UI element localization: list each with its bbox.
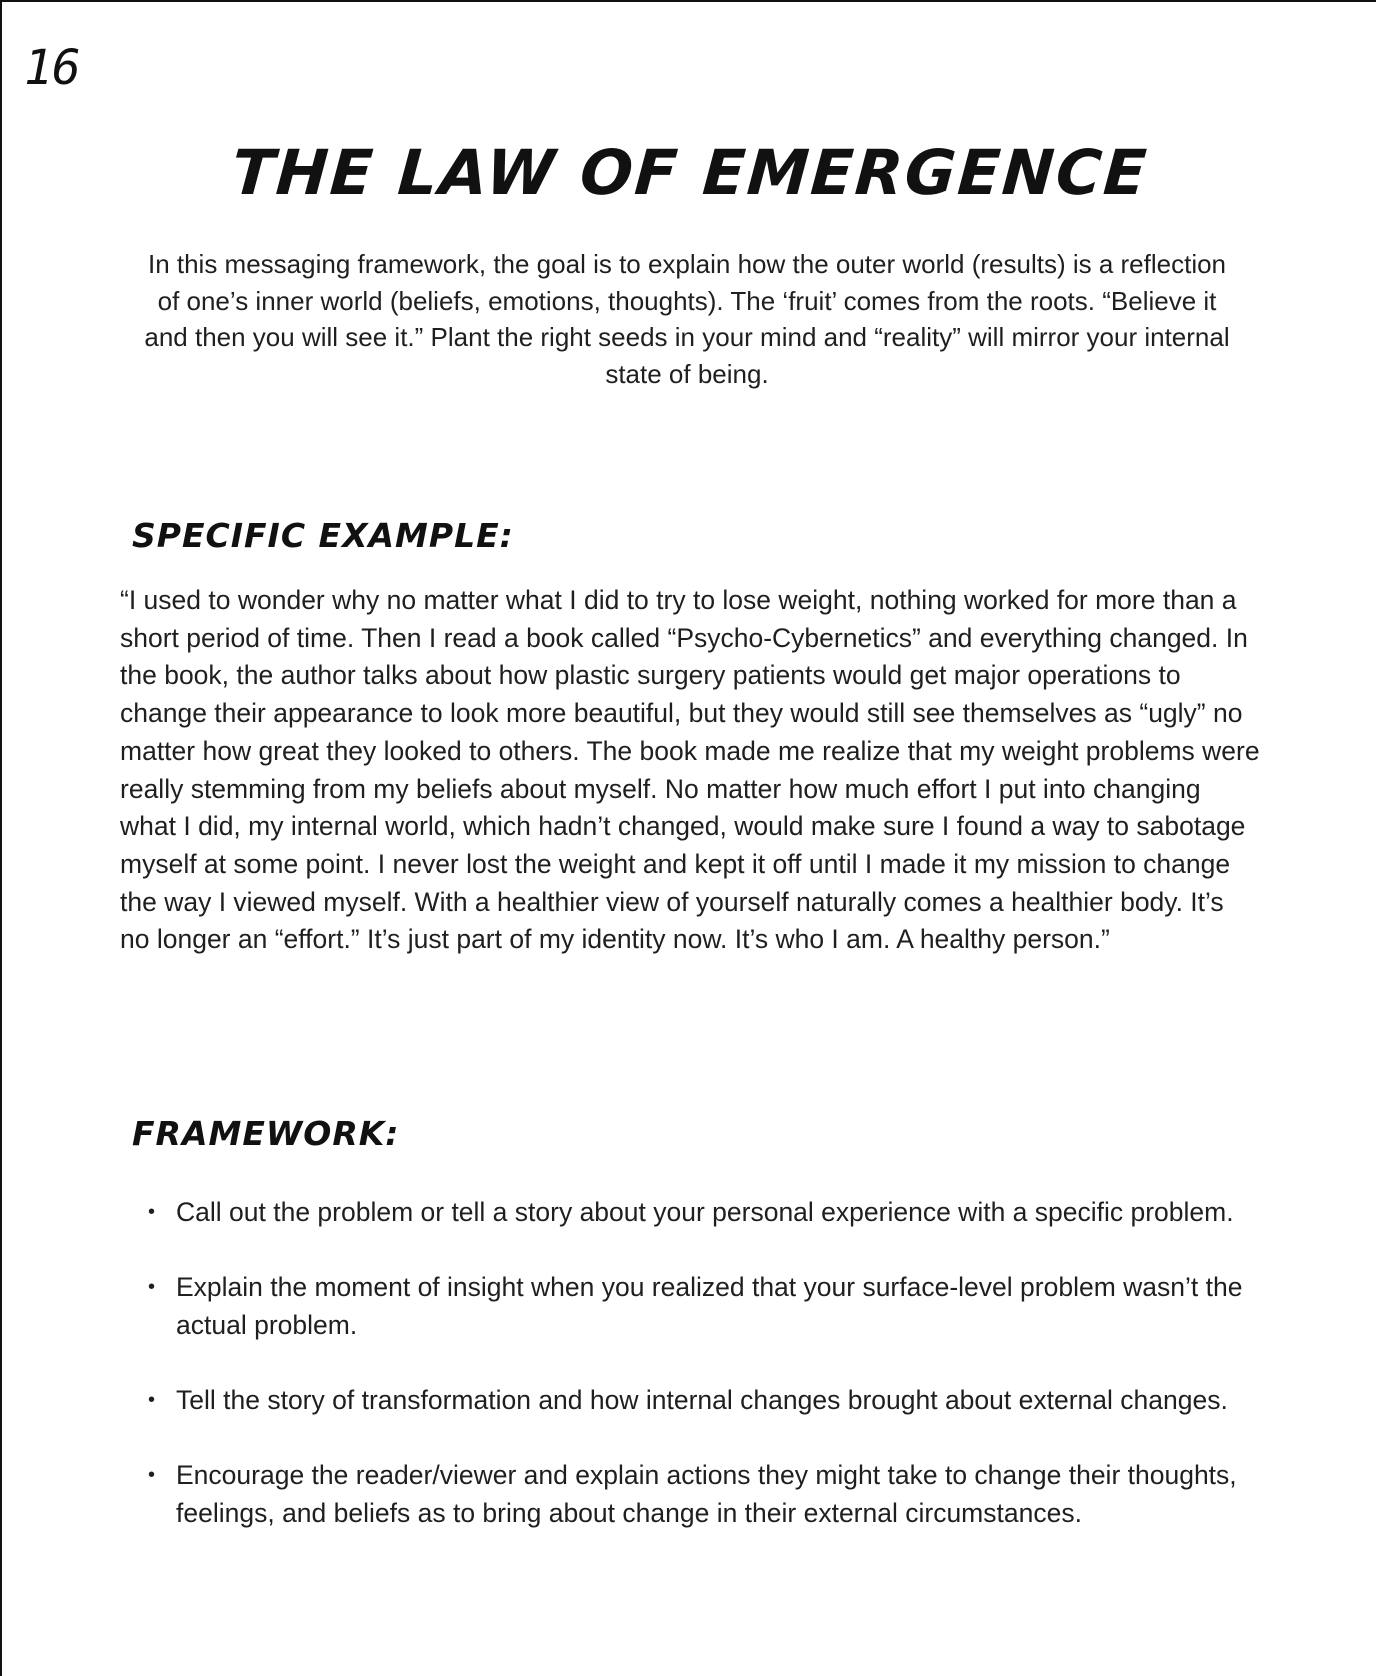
specific-example-text: “I used to wonder why no matter what I did to try to lose weight, nothing worked for more than a short period of time. Then I read a book called “Psycho-Cybernetics” and everything changed. In the book, the author talks about how plastic surgery patients would get major operations to change their appearance to look more beautiful, but they would still see themselves as “ugly” no matter how great they looked to others. The book made me realize that my weight problems were really stemming from my beliefs about myself. No matter how much effort I put into changing what I did, my internal world, which hadn’t changed, would make sure I found a way to sabotage myself at some point. I never lost the weight and kept it off until I made it my mission to change the way I viewed myself. With a healthier view of yourself naturally comes a healthier body. It’s no longer an “effort.” It’s just part of my identity now. It’s who I am. A healthy person.” — [120, 585, 1260, 955]
list-item — [140, 1194, 1250, 1232]
list-item-text: Explain the moment of insight when you realized that your surface-level problem wasn’t the actual problem. — [176, 1272, 1243, 1340]
specific-example-heading: SPECIFIC EXAMPLE: — [132, 516, 514, 555]
bullet-icon: • — [148, 1389, 156, 1412]
bullet-icon: • — [148, 1464, 156, 1487]
page-title: THE LAW OF EMERGENCE — [229, 136, 1151, 209]
list-item-text: Encourage the reader/viewer and explain actions they might take to change their thoughts, feelings, and beliefs as to bring about change in their external circumstances. — [176, 1460, 1237, 1529]
bullet-icon: • — [148, 1276, 156, 1299]
framework-list — [140, 1194, 1250, 1570]
list-item-text: Call out the problem or tell a story about your personal experience with a specific problem. — [176, 1197, 1234, 1227]
list-item — [140, 1457, 1250, 1532]
list-item — [140, 1269, 1250, 1344]
intro-paragraph: In this messaging framework, the goal is to explain how the outer world (results) is a reflection of one’s inner world (beliefs, emotions, thoughts). The ‘fruit’ comes from the roots. “Believe it and then you will see it.” Plant the right seeds in your mind and “reality” will mirror your internal state of being. — [144, 249, 1230, 389]
bullet-icon: • — [148, 1201, 156, 1223]
list-item — [140, 1382, 1250, 1420]
page-number: 16 — [24, 40, 80, 96]
list-item-text: Tell the story of transformation and how internal changes brought about external changes. — [176, 1385, 1228, 1416]
framework-heading: FRAMEWORK: — [132, 1114, 400, 1153]
